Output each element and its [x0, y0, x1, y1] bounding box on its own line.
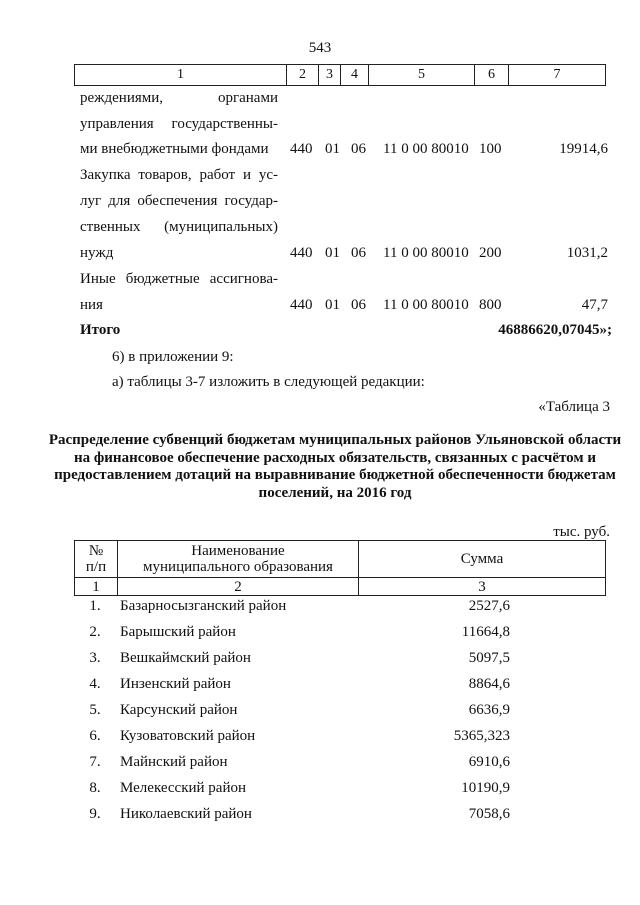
description-line: луг для обеспечения государ-	[80, 193, 278, 209]
row-number: 4.	[89, 676, 101, 692]
district-name: Кузоватовский район	[120, 728, 256, 744]
code-cell: 06	[351, 297, 366, 313]
district-amount: 6636,9	[468, 702, 510, 718]
description-line: Закупка товаров, работ и ус-	[80, 167, 278, 183]
col-header-4: 4	[341, 65, 369, 85]
district-name: Карсунский район	[120, 702, 238, 718]
amount-cell: 47,7	[581, 297, 608, 313]
district-amount: 7058,6	[468, 806, 510, 822]
top-table-header	[74, 64, 606, 86]
district-name: Инзенский район	[120, 676, 231, 692]
row-number: 1.	[89, 598, 101, 614]
code-cell: 11 0 00 80010	[383, 245, 469, 261]
col-header-7: 7	[553, 67, 561, 82]
district-name: Майнский район	[120, 754, 228, 770]
column-header-number: № п/п	[75, 541, 118, 578]
description-line: Иные бюджетные ассигнова-	[80, 271, 278, 287]
paragraph-item-b: 6) в приложении 9:	[112, 349, 234, 365]
row-number: 6.	[89, 728, 101, 744]
district-amount: 6910,6	[468, 754, 510, 770]
code-cell: 440	[290, 245, 313, 261]
column-number-1: 1	[75, 578, 118, 596]
description-line: нужд	[80, 245, 114, 261]
district-amount: 2527,6	[468, 598, 510, 614]
paragraph-item-a: а) таблицы 3-7 изложить в следующей редакции:	[112, 374, 425, 390]
col-header-3: 3	[319, 65, 341, 85]
description-line: ми внебюджетными фондами	[80, 141, 269, 157]
description-line: реждениями, органами	[80, 90, 278, 106]
col-header-6: 6	[475, 65, 509, 85]
code-cell: 800	[479, 297, 502, 313]
district-name: Николаевский район	[120, 806, 252, 822]
col-header-2: 2	[287, 65, 319, 85]
code-cell: 11 0 00 80010	[383, 297, 469, 313]
code-cell: 440	[290, 141, 313, 157]
row-number: 8.	[89, 780, 101, 796]
district-name: Барышский район	[120, 624, 236, 640]
amount-cell: 1031,2	[566, 245, 608, 261]
col-header-1: 1	[75, 65, 287, 85]
district-name: Базарносызганский район	[120, 598, 287, 614]
table-caption: «Таблица 3	[538, 399, 610, 415]
amount-cell: 19914,6	[559, 141, 608, 157]
total-value: 46886620,07045»;	[498, 322, 612, 338]
row-number: 3.	[89, 650, 101, 666]
code-cell: 100	[479, 141, 502, 157]
code-cell: 200	[479, 245, 502, 261]
district-amount: 5097,5	[468, 650, 510, 666]
table-heading: Распределение субвенций бюджетам муниципальных районов Ульяновской области на финансовое обеспечение расходных обязательств, связанных с расчётом и предоставлением дотаций на выравнивание бюджетной обеспеченности бюджетам поселений, на 2016 год	[48, 432, 622, 501]
description-line: ственных (муниципальных)	[80, 219, 278, 235]
code-cell: 01	[325, 245, 340, 261]
page-number: 543	[308, 40, 332, 56]
district-amount: 8864,6	[468, 676, 510, 692]
row-number: 7.	[89, 754, 101, 770]
code-cell: 01	[325, 297, 340, 313]
row-number: 5.	[89, 702, 101, 718]
code-cell: 01	[325, 141, 340, 157]
code-cell: 440	[290, 297, 313, 313]
units-label: тыс. руб.	[553, 524, 610, 540]
district-amount: 11664,8	[461, 624, 510, 640]
subventions-table-header	[74, 540, 606, 596]
col-header-5: 5	[369, 65, 475, 85]
column-header-name: Наименование муниципального образования	[118, 541, 359, 578]
column-header-sum: Сумма	[359, 541, 606, 578]
total-label: Итого	[80, 322, 121, 338]
description-line: ния	[80, 297, 103, 313]
district-name: Вешкаймский район	[120, 650, 251, 666]
description-line: управления государственны-	[80, 116, 278, 132]
district-name: Мелекесский район	[120, 780, 247, 796]
row-number: 9.	[89, 806, 101, 822]
district-amount: 10190,9	[461, 780, 510, 796]
column-number-3: 3	[359, 578, 606, 596]
district-amount: 5365,323	[453, 728, 510, 744]
row-number: 2.	[89, 624, 101, 640]
column-number-2: 2	[118, 578, 359, 596]
code-cell: 06	[351, 141, 366, 157]
code-cell: 11 0 00 80010	[383, 141, 469, 157]
code-cell: 06	[351, 245, 366, 261]
